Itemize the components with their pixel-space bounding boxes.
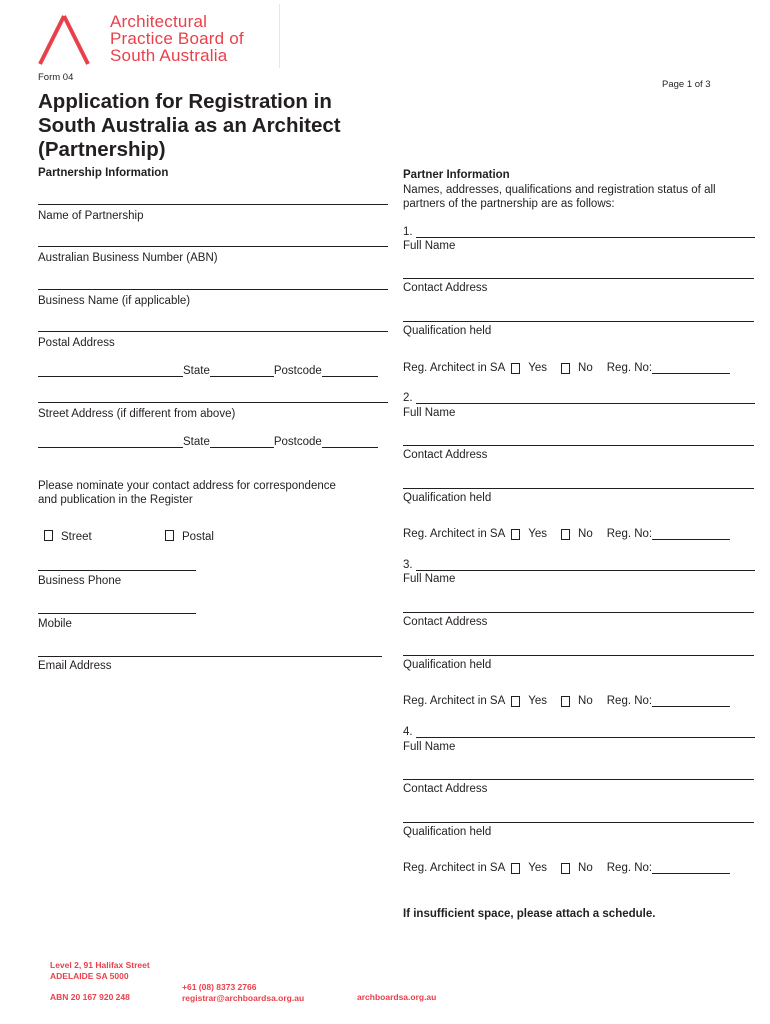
partner-1-qualification-label: Qualification held <box>403 325 492 337</box>
street-suburb-field[interactable] <box>38 437 183 448</box>
street-address-field[interactable] <box>38 402 388 403</box>
footer-email[interactable]: registrar@archboardsa.org.au <box>182 993 305 1003</box>
partner-1-full-name-label: Full Name <box>403 240 456 252</box>
partner-4-full-name-label: Full Name <box>403 741 456 753</box>
partner-1-number-row <box>403 226 755 238</box>
street-state-label: State <box>183 436 210 448</box>
partners-intro-line-2: partners of the partnership are as follows: <box>403 198 615 210</box>
board-logo-text <box>110 13 244 64</box>
partner-1-reg-label: Reg. Architect in SA <box>403 362 506 374</box>
postal-postcode-label: Postcode <box>273 365 322 377</box>
partner-4-qualification-label: Qualification held <box>403 826 492 838</box>
partners-heading: Partner Information <box>403 169 510 181</box>
partner-4-number: 4. <box>403 726 413 738</box>
partner-4-contact-label: Contact Address <box>403 783 488 795</box>
partner-4-reg-no-label: Reg. No: <box>606 862 653 874</box>
street-checkbox[interactable] <box>44 530 53 541</box>
street-state-field[interactable] <box>210 437 274 448</box>
postal-postcode-field[interactable] <box>322 366 378 377</box>
partner-2-yes-checkbox[interactable] <box>511 529 520 540</box>
partner-1-yes-checkbox[interactable] <box>511 363 520 374</box>
partner-3-no-label: No <box>578 695 593 707</box>
partner-2-full-name-label: Full Name <box>403 407 456 419</box>
partner-2-reg-label: Reg. Architect in SA <box>403 528 506 540</box>
partner-3-full-name-label: Full Name <box>403 573 456 585</box>
partner-3-yes-label: Yes <box>528 695 548 707</box>
postal-option-label: Postal <box>182 531 214 543</box>
partners-intro-line-1: Names, addresses, qualifications and registration status of all <box>403 184 716 196</box>
partner-1-reg-no-field[interactable] <box>652 363 730 374</box>
postal-address-label: Postal Address <box>38 337 115 349</box>
partner-3-contact-label: Contact Address <box>403 616 488 628</box>
partner-3-qualification-label: Qualification held <box>403 659 492 671</box>
email-field[interactable] <box>38 656 382 657</box>
street-state-postcode-row <box>38 436 378 448</box>
street-postcode-label: Postcode <box>273 436 322 448</box>
partner-3-reg-no-field[interactable] <box>652 696 730 707</box>
partner-4-reg-no-field[interactable] <box>652 863 730 874</box>
partner-4-name-field[interactable] <box>416 727 755 738</box>
mobile-field[interactable] <box>38 613 196 614</box>
partner-4-no-label: No <box>578 862 593 874</box>
postal-address-field[interactable] <box>38 331 388 332</box>
schedule-note: If insufficient space, please attach a schedule. <box>403 908 656 920</box>
email-label: Email Address <box>38 660 112 672</box>
partner-2-qualification-label: Qualification held <box>403 492 492 504</box>
footer-address-line-2: ADELAIDE SA 5000 <box>50 971 129 981</box>
page-title <box>38 90 398 162</box>
form-number: Form 04 <box>38 72 74 83</box>
page-indicator: Page 1 of 3 <box>662 79 711 90</box>
footer-phone: +61 (08) 8373 2766 <box>182 982 257 992</box>
mobile-label: Mobile <box>38 618 72 630</box>
partner-3-reg-label: Reg. Architect in SA <box>403 695 506 707</box>
partner-2-registration-row <box>403 528 730 540</box>
partner-1-yes-label: Yes <box>528 362 548 374</box>
street-postcode-field[interactable] <box>322 437 378 448</box>
partnership-heading: Partnership Information <box>38 167 169 179</box>
abn-label: Australian Business Number (ABN) <box>38 252 218 264</box>
partnership-name-field[interactable] <box>38 204 388 205</box>
partner-2-name-field[interactable] <box>416 393 755 404</box>
business-name-field[interactable] <box>38 289 388 290</box>
footer-contact <box>182 982 304 1004</box>
partner-1-number: 1. <box>403 226 413 238</box>
logo-line-1: Architectural <box>110 12 208 31</box>
partner-4-contact-field[interactable] <box>403 779 754 780</box>
partner-3-name-field[interactable] <box>416 560 755 571</box>
partner-2-reg-no-label: Reg. No: <box>606 528 653 540</box>
partner-2-no-label: No <box>578 528 593 540</box>
nominate-line-1: Please nominate your contact address for correspondence <box>38 480 336 492</box>
partner-4-qualification-field[interactable] <box>403 822 754 823</box>
partner-1-reg-no-label: Reg. No: <box>606 362 653 374</box>
footer-website[interactable]: archboardsa.org.au <box>357 992 437 1002</box>
partner-4-no-checkbox[interactable] <box>561 863 570 874</box>
title-line-1: Application for Registration in <box>38 90 332 113</box>
contact-option-street[interactable] <box>44 530 92 543</box>
partner-3-qualification-field[interactable] <box>403 655 754 656</box>
partner-1-no-checkbox[interactable] <box>561 363 570 374</box>
partner-3-number: 3. <box>403 559 413 571</box>
street-option-label: Street <box>61 531 92 543</box>
partner-1-contact-field[interactable] <box>403 278 754 279</box>
partner-2-no-checkbox[interactable] <box>561 529 570 540</box>
business-phone-label: Business Phone <box>38 575 122 587</box>
partner-3-registration-row <box>403 695 730 707</box>
abn-field[interactable] <box>38 246 388 247</box>
postal-suburb-field[interactable] <box>38 366 183 377</box>
contact-option-postal[interactable] <box>165 530 214 543</box>
partner-4-yes-label: Yes <box>528 862 548 874</box>
partner-2-number: 2. <box>403 392 413 404</box>
nominate-line-2: and publication in the Register <box>38 494 193 506</box>
partner-1-name-field[interactable] <box>416 227 755 238</box>
nominate-contact-text <box>38 479 383 507</box>
partner-2-contact-label: Contact Address <box>403 449 488 461</box>
partner-2-number-row <box>403 392 755 404</box>
logo-line-3: South Australia <box>110 46 228 65</box>
partner-2-yes-label: Yes <box>528 528 548 540</box>
partners-intro <box>403 183 716 211</box>
postal-checkbox[interactable] <box>165 530 174 541</box>
partner-3-contact-field[interactable] <box>403 612 754 613</box>
title-line-2: South Australia as an Architect <box>38 114 341 137</box>
partner-4-number-row <box>403 726 755 738</box>
partner-1-registration-row <box>403 362 730 374</box>
title-line-3: (Partnership) <box>38 138 166 161</box>
postal-state-label: State <box>183 365 210 377</box>
business-name-label: Business Name (if applicable) <box>38 295 191 307</box>
partner-2-contact-field[interactable] <box>403 445 754 446</box>
postal-state-field[interactable] <box>210 366 274 377</box>
footer-abn: ABN 20 167 920 248 <box>50 992 130 1002</box>
logo-divider <box>279 4 280 68</box>
logo-line-2: Practice Board of <box>110 29 244 48</box>
business-phone-field[interactable] <box>38 570 196 571</box>
partner-4-yes-checkbox[interactable] <box>511 863 520 874</box>
partner-4-reg-label: Reg. Architect in SA <box>403 862 506 874</box>
partnership-name-label: Name of Partnership <box>38 210 144 222</box>
footer-address-line-1: Level 2, 91 Halifax Street <box>50 960 150 970</box>
partner-3-no-checkbox[interactable] <box>561 696 570 707</box>
board-logo-icon <box>38 14 90 66</box>
partner-3-number-row <box>403 559 755 571</box>
street-address-label: Street Address (if different from above) <box>38 408 236 420</box>
partner-1-qualification-field[interactable] <box>403 321 754 322</box>
partner-2-reg-no-field[interactable] <box>652 529 730 540</box>
partner-1-no-label: No <box>578 362 593 374</box>
partner-3-yes-checkbox[interactable] <box>511 696 520 707</box>
partner-1-contact-label: Contact Address <box>403 282 488 294</box>
partner-2-qualification-field[interactable] <box>403 488 754 489</box>
partner-4-registration-row <box>403 862 730 874</box>
partner-3-reg-no-label: Reg. No: <box>606 695 653 707</box>
footer-address <box>50 960 150 982</box>
postal-state-postcode-row <box>38 365 378 377</box>
